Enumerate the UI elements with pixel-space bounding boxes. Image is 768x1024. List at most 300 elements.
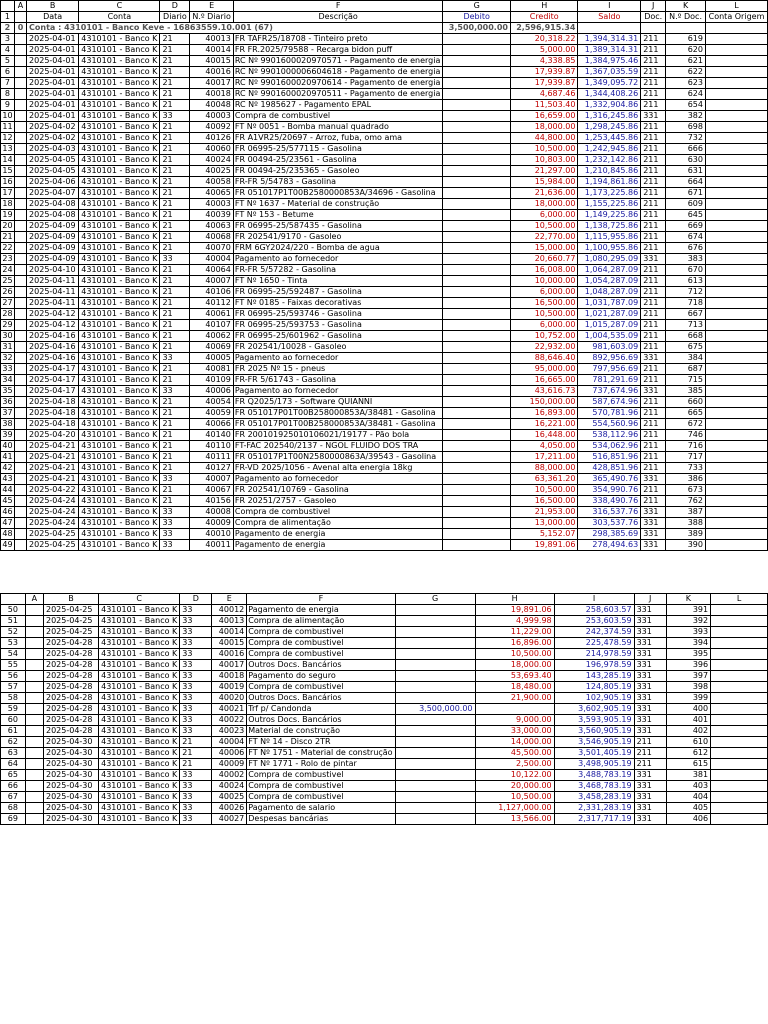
- row-number[interactable]: 58: [1, 693, 26, 704]
- row-number[interactable]: 68: [1, 803, 26, 814]
- row-number[interactable]: 67: [1, 792, 26, 803]
- header-descricao[interactable]: Descrição: [233, 12, 443, 23]
- cell-conta[interactable]: 4310101 - Banco K: [99, 627, 180, 638]
- cell-n-diario[interactable]: 40061: [190, 309, 234, 320]
- cell-doc[interactable]: 211: [641, 408, 666, 419]
- cell-credito[interactable]: 33,000.00: [475, 726, 554, 737]
- cell-conta-origem[interactable]: [706, 188, 768, 199]
- cell-a[interactable]: [25, 726, 43, 737]
- cell-debito[interactable]: [443, 166, 511, 177]
- cell-conta-origem[interactable]: [706, 166, 768, 177]
- cell-n-doc[interactable]: 615: [666, 759, 710, 770]
- cell-diario[interactable]: 21: [160, 287, 190, 298]
- cell-n-diario[interactable]: 40007: [190, 276, 234, 287]
- cell-conta-origem[interactable]: [706, 386, 768, 397]
- cell-data[interactable]: 2025-04-09: [27, 221, 79, 232]
- cell-descricao[interactable]: Compra de combustivel: [247, 792, 395, 803]
- cell-n-doc[interactable]: 622: [666, 67, 706, 78]
- cell-n-doc[interactable]: 393: [666, 627, 710, 638]
- cell-data[interactable]: 2025-04-25: [43, 616, 98, 627]
- cell-doc[interactable]: 331: [641, 507, 666, 518]
- cell-data[interactable]: 2025-04-02: [27, 133, 79, 144]
- cell-doc[interactable]: 331: [641, 353, 666, 364]
- cell-credito[interactable]: 20,660.77: [510, 254, 577, 265]
- cell-debito[interactable]: 3,500,000.00: [395, 704, 475, 715]
- cell-conta[interactable]: 4310101 - Banco K: [79, 177, 160, 188]
- cell-diario[interactable]: 21: [160, 78, 190, 89]
- cell-descricao[interactable]: Outros Docs. Bancários: [247, 660, 395, 671]
- cell-conta[interactable]: 4310101 - Banco K: [79, 221, 160, 232]
- cell-saldo[interactable]: 2,317,717.19: [554, 814, 634, 825]
- cell-n-diario[interactable]: 40026: [212, 803, 247, 814]
- cell-a[interactable]: [25, 616, 43, 627]
- cell-conta[interactable]: 4310101 - Banco K: [79, 452, 160, 463]
- cell-descricao[interactable]: Pagamento ao fornecedor: [233, 386, 443, 397]
- row-number[interactable]: 33: [2, 364, 13, 373]
- cell-a[interactable]: [14, 45, 26, 56]
- cell-a[interactable]: [25, 781, 43, 792]
- cell-conta[interactable]: 4310101 - Banco K: [99, 759, 180, 770]
- cell-descricao[interactable]: Pagamento de salario: [247, 803, 395, 814]
- cell-data[interactable]: 2025-04-01: [27, 56, 79, 67]
- cell-n-diario[interactable]: 40008: [190, 507, 234, 518]
- row-number[interactable]: 61: [1, 726, 26, 737]
- cell-conta[interactable]: 4310101 - Banco K: [79, 320, 160, 331]
- cell-n-diario[interactable]: 40004: [212, 737, 247, 748]
- cell-n-diario[interactable]: 40106: [190, 287, 234, 298]
- cell-a[interactable]: [25, 748, 43, 759]
- row-number[interactable]: 59: [1, 704, 26, 715]
- row-number[interactable]: 47: [2, 518, 13, 527]
- select-all-corner[interactable]: [1, 1, 15, 12]
- cell-credito[interactable]: 21,636.00: [510, 188, 577, 199]
- cell-n-diario[interactable]: 40127: [190, 463, 234, 474]
- cell-saldo[interactable]: 2,331,283.19: [554, 803, 634, 814]
- cell-credito[interactable]: 18,000.00: [475, 660, 554, 671]
- cell-saldo[interactable]: 1,394,314.31: [578, 34, 641, 45]
- cell-a[interactable]: [14, 78, 26, 89]
- cell-credito[interactable]: 21,953.00: [510, 507, 577, 518]
- cell-credito[interactable]: 16,665.00: [510, 375, 577, 386]
- cell-descricao[interactable]: RC Nº 9901600020970614 - Pagamento de energia: [233, 78, 443, 89]
- cell-a[interactable]: [14, 353, 26, 364]
- cell-conta[interactable]: 4310101 - Banco K: [99, 726, 180, 737]
- cell-a[interactable]: [14, 199, 26, 210]
- cell-saldo[interactable]: 1,015,287.09: [578, 320, 641, 331]
- cell-debito[interactable]: [443, 320, 511, 331]
- cell-n-diario[interactable]: 40065: [190, 188, 234, 199]
- row-number[interactable]: 65: [1, 770, 26, 781]
- cell-diario[interactable]: 21: [160, 485, 190, 496]
- column-header-g[interactable]: G: [443, 1, 511, 12]
- cell-conta[interactable]: 4310101 - Banco K: [79, 89, 160, 100]
- cell-descricao[interactable]: FRM 6GY2024/220 - Bomba de agua: [233, 243, 443, 254]
- cell-doc[interactable]: 331: [634, 704, 666, 715]
- cell-descricao[interactable]: FR 051017P1T00B2580000853A/34696 - Gasolina: [233, 188, 443, 199]
- row-number[interactable]: 43: [2, 474, 13, 483]
- cell-conta[interactable]: 4310101 - Banco K: [79, 122, 160, 133]
- row-number[interactable]: 35: [2, 386, 13, 395]
- cell-conta-origem[interactable]: [706, 518, 768, 529]
- cell-credito[interactable]: 14,000.00: [475, 737, 554, 748]
- cell-conta[interactable]: 4310101 - Banco K: [99, 803, 180, 814]
- account-debit-total[interactable]: 3,500,000.00: [443, 23, 511, 34]
- cell-doc[interactable]: 211: [641, 232, 666, 243]
- cell-a[interactable]: [14, 518, 26, 529]
- cell-conta[interactable]: 4310101 - Banco K: [79, 298, 160, 309]
- cell-n-diario[interactable]: 40092: [190, 122, 234, 133]
- cell-doc[interactable]: 211: [641, 166, 666, 177]
- cell-doc[interactable]: 331: [641, 529, 666, 540]
- cell-conta[interactable]: 4310101 - Banco K: [79, 463, 160, 474]
- cell-conta[interactable]: 4310101 - Banco K: [99, 649, 180, 660]
- cell-saldo[interactable]: 196,978.59: [554, 660, 634, 671]
- cell-saldo[interactable]: 143,285.19: [554, 671, 634, 682]
- row-number[interactable]: 8: [1, 89, 15, 100]
- row-number[interactable]: 20: [2, 221, 13, 230]
- cell-conta[interactable]: 4310101 - Banco K: [99, 814, 180, 825]
- row-number[interactable]: 3: [1, 34, 15, 45]
- cell-saldo[interactable]: 214,978.59: [554, 649, 634, 660]
- cell-diario[interactable]: 21: [160, 155, 190, 166]
- cell-descricao[interactable]: Material de construção: [247, 726, 395, 737]
- cell-a[interactable]: [25, 693, 43, 704]
- header-data[interactable]: Data: [27, 12, 79, 23]
- cell-credito[interactable]: 16,008.00: [510, 265, 577, 276]
- cell-saldo[interactable]: 1,389,314.31: [578, 45, 641, 56]
- cell-descricao[interactable]: FR 06995-25/601962 - Gasolina: [233, 331, 443, 342]
- cell-data[interactable]: 2025-04-11: [27, 276, 79, 287]
- cell-descricao[interactable]: FT Nº 0185 - Faixas decorativas: [233, 298, 443, 309]
- cell-diario[interactable]: 21: [160, 452, 190, 463]
- cell-diario[interactable]: 33: [180, 715, 212, 726]
- cell-n-doc[interactable]: 405: [666, 803, 710, 814]
- cell-diario[interactable]: 21: [160, 463, 190, 474]
- cell-a[interactable]: [14, 210, 26, 221]
- cell-a[interactable]: [25, 627, 43, 638]
- cell-credito[interactable]: 18,480.00: [475, 682, 554, 693]
- account-doc-cell[interactable]: [641, 23, 666, 34]
- cell-a[interactable]: [14, 320, 26, 331]
- row-number[interactable]: 29: [2, 320, 13, 329]
- cell-saldo[interactable]: 1,253,445.86: [578, 133, 641, 144]
- cell-conta-origem[interactable]: [711, 726, 768, 737]
- cell-n-doc[interactable]: 762: [666, 496, 706, 507]
- cell-diario[interactable]: 21: [160, 144, 190, 155]
- row-number[interactable]: 13: [2, 144, 13, 153]
- cell-a[interactable]: [14, 496, 26, 507]
- cell-descricao[interactable]: FR 051017P1T00N2580000863A/39543 - Gasolina: [233, 452, 443, 463]
- cell-saldo[interactable]: 3,546,905.19: [554, 737, 634, 748]
- cell-n-doc[interactable]: 392: [666, 616, 710, 627]
- cell-credito[interactable]: 15,984.00: [510, 177, 577, 188]
- cell-diario[interactable]: 33: [180, 814, 212, 825]
- cell-doc[interactable]: 211: [641, 463, 666, 474]
- cell-conta-origem[interactable]: [706, 463, 768, 474]
- cell-debito[interactable]: [443, 364, 511, 375]
- cell-conta-origem[interactable]: [706, 309, 768, 320]
- cell-n-doc[interactable]: 612: [666, 748, 710, 759]
- cell-conta[interactable]: 4310101 - Banco K: [79, 441, 160, 452]
- row-number[interactable]: 48: [2, 529, 13, 538]
- cell-conta[interactable]: 4310101 - Banco K: [79, 155, 160, 166]
- cell-conta-origem[interactable]: [711, 803, 768, 814]
- cell-n-doc[interactable]: 674: [666, 232, 706, 243]
- cell-conta-origem[interactable]: [711, 605, 768, 616]
- cell-n-doc[interactable]: 671: [666, 188, 706, 199]
- cell-conta-origem[interactable]: [706, 45, 768, 56]
- cell-n-diario[interactable]: 40111: [190, 452, 234, 463]
- cell-conta-origem[interactable]: [711, 737, 768, 748]
- cell-doc[interactable]: 331: [641, 386, 666, 397]
- cell-debito[interactable]: [443, 408, 511, 419]
- cell-descricao[interactable]: FR-FR 5/57282 - Gasolina: [233, 265, 443, 276]
- cell-conta[interactable]: 4310101 - Banco K: [79, 430, 160, 441]
- column-header-d[interactable]: D: [180, 594, 212, 605]
- cell-credito[interactable]: 6,000.00: [510, 287, 577, 298]
- cell-conta-origem[interactable]: [706, 298, 768, 309]
- cell-descricao[interactable]: FR FR.2025/79588 - Recarga bidon puff: [233, 45, 443, 56]
- cell-diario[interactable]: 21: [160, 56, 190, 67]
- cell-debito[interactable]: [443, 540, 511, 551]
- row-number[interactable]: 44: [2, 485, 13, 494]
- column-header-e[interactable]: E: [190, 1, 234, 12]
- cell-conta-origem[interactable]: [706, 276, 768, 287]
- cell-saldo[interactable]: 892,956.69: [578, 353, 641, 364]
- column-header-k[interactable]: K: [666, 1, 706, 12]
- cell-conta-origem[interactable]: [711, 671, 768, 682]
- cell-diario[interactable]: 21: [160, 309, 190, 320]
- cell-a[interactable]: [25, 704, 43, 715]
- cell-n-doc[interactable]: 609: [666, 199, 706, 210]
- cell-data[interactable]: 2025-04-28: [43, 682, 98, 693]
- cell-saldo[interactable]: 538,112.96: [578, 430, 641, 441]
- cell-doc[interactable]: 211: [641, 397, 666, 408]
- cell-data[interactable]: 2025-04-30: [43, 792, 98, 803]
- cell-n-diario[interactable]: 40003: [190, 199, 234, 210]
- column-header-j[interactable]: J: [641, 1, 666, 12]
- cell-debito[interactable]: [395, 781, 475, 792]
- cell-diario[interactable]: 33: [160, 353, 190, 364]
- cell-a[interactable]: [14, 540, 26, 551]
- cell-n-diario[interactable]: 40024: [212, 781, 247, 792]
- cell-debito[interactable]: [443, 177, 511, 188]
- cell-diario[interactable]: 21: [160, 177, 190, 188]
- column-header-i[interactable]: I: [578, 1, 641, 12]
- cell-data[interactable]: 2025-04-10: [27, 265, 79, 276]
- cell-n-diario[interactable]: 40012: [212, 605, 247, 616]
- cell-saldo[interactable]: 3,468,783.19: [554, 781, 634, 792]
- cell-diario[interactable]: 21: [160, 364, 190, 375]
- cell-credito[interactable]: 18,000.00: [510, 199, 577, 210]
- account-credit-total[interactable]: 2,596,915.34: [510, 23, 577, 34]
- cell-n-diario[interactable]: 40006: [190, 386, 234, 397]
- cell-n-diario[interactable]: 40015: [212, 638, 247, 649]
- cell-diario[interactable]: 33: [180, 649, 212, 660]
- cell-diario[interactable]: 33: [160, 111, 190, 122]
- cell-a[interactable]: [25, 660, 43, 671]
- cell-descricao[interactable]: FR TAFR25/18708 - Tinteiro preto: [233, 34, 443, 45]
- cell-diario[interactable]: 21: [160, 100, 190, 111]
- cell-doc[interactable]: 211: [641, 133, 666, 144]
- cell-debito[interactable]: [395, 638, 475, 649]
- row-number[interactable]: 31: [2, 342, 13, 351]
- cell-conta-origem[interactable]: [706, 56, 768, 67]
- cell-doc[interactable]: 331: [634, 627, 666, 638]
- cell-n-doc[interactable]: 387: [666, 507, 706, 518]
- cell-saldo[interactable]: 278,494.63: [578, 540, 641, 551]
- cell-saldo[interactable]: 737,674.96: [578, 386, 641, 397]
- cell-doc[interactable]: 331: [634, 770, 666, 781]
- cell-data[interactable]: 2025-04-12: [27, 309, 79, 320]
- cell-diario[interactable]: 33: [180, 693, 212, 704]
- cell-descricao[interactable]: FR 200101925010106021/19177 - Pão bola: [233, 430, 443, 441]
- cell-diario[interactable]: 33: [180, 671, 212, 682]
- cell-n-doc[interactable]: 397: [666, 671, 710, 682]
- cell-diario[interactable]: 33: [180, 781, 212, 792]
- cell-conta-origem[interactable]: [711, 781, 768, 792]
- cell-descricao[interactable]: FT Nº 14 - Disco 2TR: [247, 737, 395, 748]
- cell-n-doc[interactable]: 400: [666, 704, 710, 715]
- cell-data[interactable]: 2025-04-28: [43, 704, 98, 715]
- row-number[interactable]: 34: [2, 375, 13, 384]
- cell-conta[interactable]: 4310101 - Banco K: [79, 144, 160, 155]
- cell-conta[interactable]: 4310101 - Banco K: [99, 704, 180, 715]
- cell-n-doc[interactable]: 670: [666, 265, 706, 276]
- cell-data[interactable]: 2025-04-16: [27, 342, 79, 353]
- cell-conta-origem[interactable]: [706, 331, 768, 342]
- cell-conta[interactable]: 4310101 - Banco K: [79, 375, 160, 386]
- cell-conta[interactable]: 4310101 - Banco K: [79, 34, 160, 45]
- cell-a[interactable]: [14, 111, 26, 122]
- cell-n-diario[interactable]: 40018: [190, 89, 234, 100]
- cell-data[interactable]: 2025-04-02: [27, 122, 79, 133]
- row-number[interactable]: 39: [2, 430, 13, 439]
- cell-doc[interactable]: 211: [641, 67, 666, 78]
- row-number[interactable]: 25: [2, 276, 13, 285]
- cell-saldo[interactable]: 3,458,283.19: [554, 792, 634, 803]
- cell-debito[interactable]: [443, 375, 511, 386]
- cell-conta-origem[interactable]: [706, 177, 768, 188]
- cell-doc[interactable]: 211: [641, 122, 666, 133]
- cell-saldo[interactable]: 1,054,287.09: [578, 276, 641, 287]
- cell-debito[interactable]: [395, 748, 475, 759]
- cell-conta-origem[interactable]: [706, 144, 768, 155]
- cell-doc[interactable]: 211: [641, 221, 666, 232]
- cell-a[interactable]: [14, 265, 26, 276]
- cell-debito[interactable]: [395, 726, 475, 737]
- cell-conta[interactable]: 4310101 - Banco K: [79, 265, 160, 276]
- cell-conta[interactable]: 4310101 - Banco K: [99, 737, 180, 748]
- cell-n-doc[interactable]: 665: [666, 408, 706, 419]
- cell-conta[interactable]: 4310101 - Banco K: [79, 287, 160, 298]
- cell-n-doc[interactable]: 673: [666, 485, 706, 496]
- cell-a[interactable]: [14, 474, 26, 485]
- cell-credito[interactable]: 19,891.06: [475, 605, 554, 616]
- cell-saldo[interactable]: 1,332,904.86: [578, 100, 641, 111]
- cell-conta[interactable]: 4310101 - Banco K: [99, 616, 180, 627]
- cell-conta-origem[interactable]: [706, 485, 768, 496]
- cell-data[interactable]: 2025-04-09: [27, 243, 79, 254]
- cell-debito[interactable]: [443, 78, 511, 89]
- row-number[interactable]: 24: [2, 265, 13, 274]
- cell-debito[interactable]: [395, 616, 475, 627]
- cell-doc[interactable]: 211: [641, 177, 666, 188]
- cell-credito[interactable]: 9,000.00: [475, 715, 554, 726]
- cell-debito[interactable]: [443, 221, 511, 232]
- cell-n-doc[interactable]: 395: [666, 649, 710, 660]
- cell-descricao[interactable]: FR 051017P01T00B258000853A/38481 - Gasolina: [233, 408, 443, 419]
- row-number[interactable]: 54: [1, 649, 26, 660]
- cell-diario[interactable]: 33: [160, 518, 190, 529]
- cell-doc[interactable]: 331: [634, 803, 666, 814]
- cell-n-doc[interactable]: 384: [666, 353, 706, 364]
- cell-descricao[interactable]: Compra de combustivel: [247, 649, 395, 660]
- cell-credito[interactable]: 22,770.00: [510, 232, 577, 243]
- cell-conta[interactable]: 4310101 - Banco K: [79, 78, 160, 89]
- cell-data[interactable]: 2025-04-25: [43, 627, 98, 638]
- cell-conta[interactable]: 4310101 - Banco K: [79, 188, 160, 199]
- cell-descricao[interactable]: FR-FR 5/54783 - Gasolina: [233, 177, 443, 188]
- cell-diario[interactable]: 21: [160, 496, 190, 507]
- cell-n-diario[interactable]: 40016: [212, 649, 247, 660]
- cell-doc[interactable]: 331: [634, 649, 666, 660]
- cell-n-diario[interactable]: 40004: [190, 254, 234, 265]
- cell-saldo[interactable]: 253,603.59: [554, 616, 634, 627]
- cell-a[interactable]: [14, 485, 26, 496]
- cell-saldo[interactable]: 1,298,245.86: [578, 122, 641, 133]
- cell-saldo[interactable]: 1,021,287.09: [578, 309, 641, 320]
- cell-conta-origem[interactable]: [706, 342, 768, 353]
- cell-saldo[interactable]: 1,100,955.86: [578, 243, 641, 254]
- cell-descricao[interactable]: RC Nº 9901600020970511 - Pagamento de energia: [233, 89, 443, 100]
- cell-a[interactable]: [14, 375, 26, 386]
- cell-doc[interactable]: 211: [641, 430, 666, 441]
- cell-conta[interactable]: 4310101 - Banco K: [79, 133, 160, 144]
- cell-a[interactable]: [25, 715, 43, 726]
- cell-data[interactable]: 2025-04-21: [27, 463, 79, 474]
- cell-debito[interactable]: [443, 210, 511, 221]
- cell-conta-origem[interactable]: [706, 111, 768, 122]
- cell-debito[interactable]: [395, 737, 475, 748]
- cell-debito[interactable]: [443, 463, 511, 474]
- cell-descricao[interactable]: RC Nº 9901600020970571 - Pagamento de energia: [233, 56, 443, 67]
- cell-conta-origem[interactable]: [711, 715, 768, 726]
- cell-saldo[interactable]: 1,031,787.09: [578, 298, 641, 309]
- cell-saldo[interactable]: 1,115,955.86: [578, 232, 641, 243]
- cell-n-diario[interactable]: 40066: [190, 419, 234, 430]
- cell-a[interactable]: [14, 254, 26, 265]
- cell-conta[interactable]: 4310101 - Banco K: [99, 671, 180, 682]
- cell-debito[interactable]: [443, 265, 511, 276]
- cell-n-doc[interactable]: 624: [666, 89, 706, 100]
- cell-data[interactable]: 2025-04-28: [43, 649, 98, 660]
- cell-descricao[interactable]: FR 00494-25/23561 - Gasolina: [233, 155, 443, 166]
- cell-saldo[interactable]: 1,242,945.86: [578, 144, 641, 155]
- cell-n-diario[interactable]: 40016: [190, 67, 234, 78]
- cell-diario[interactable]: 21: [160, 342, 190, 353]
- row-number[interactable]: 64: [1, 759, 26, 770]
- cell-n-diario[interactable]: 40067: [190, 485, 234, 496]
- cell-data[interactable]: 2025-04-21: [27, 474, 79, 485]
- cell-diario[interactable]: 33: [180, 605, 212, 616]
- cell-a[interactable]: [14, 100, 26, 111]
- cell-data[interactable]: 2025-04-25: [27, 540, 79, 551]
- cell-descricao[interactable]: FR 20251/2757 - Gasoleo: [233, 496, 443, 507]
- cell-diario[interactable]: 33: [180, 627, 212, 638]
- cell-doc[interactable]: 331: [634, 726, 666, 737]
- cell-diario[interactable]: 21: [160, 34, 190, 45]
